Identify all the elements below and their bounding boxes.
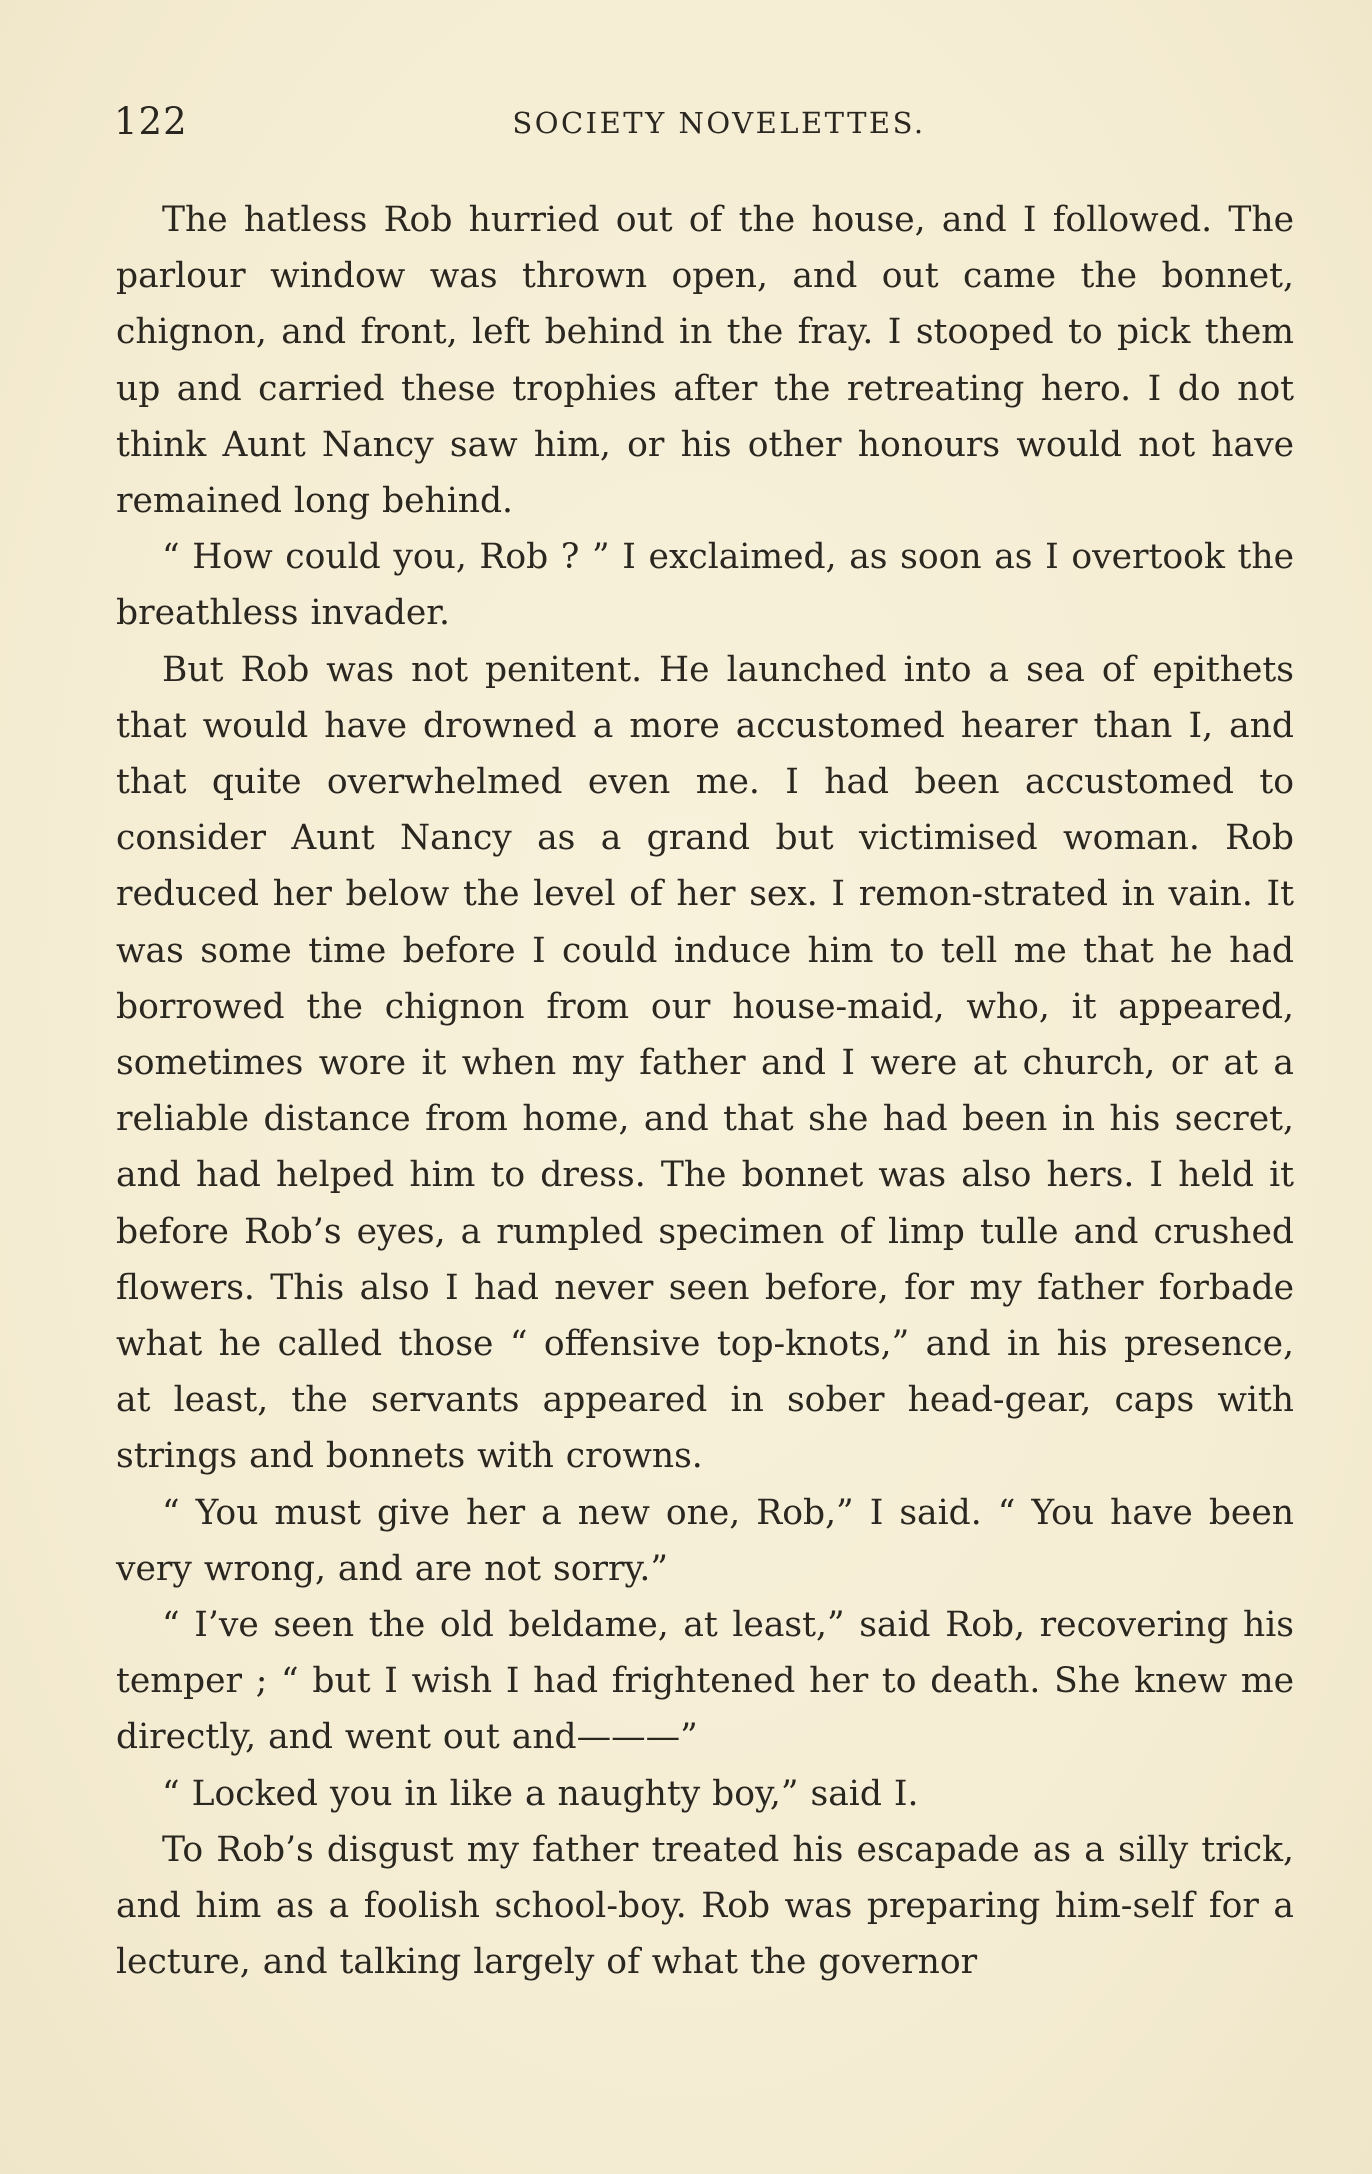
paragraph: The hatless Rob hurried out of the house, and I followed. The parlour window was thrown open, and out came the bonnet, chignon, and front, left behind in the fray. I stooped to pick them up and carried these trophies after the retreating hero. I do not think Aunt Nancy saw him, or his other honours would not have remained long behind.: [116, 200, 1294, 522]
page-number: 122: [114, 100, 188, 143]
paragraph: “ You must give her a new one, Rob,” I said. “ You have been very wrong, and are not sorry.”: [116, 1492, 1294, 1589]
paragraph: To Rob’s disgust my father treated his escapade as a silly trick, and him as a foolish school-boy. Rob was preparing him-self for a lecture, and talking largely of what the governor: [116, 1829, 1294, 1983]
paragraph: But Rob was not penitent. He launched into a sea of epithets that would have drowned a more accustomed hearer than I, and that quite overwhelmed even me. I had been accustomed to consider Aunt Nancy as a grand but victimised woman. Rob reduced her below the level of her sex. I remon-strated in vain. It was some time before I could induce him to tell me that he had borrowed the chignon from our house-maid, who, it appeared, sometimes wore it when my father and I were at church, or at a reliable distance from home, and that she had been in his secret, and had helped him to dress. The bonnet was also hers. I held it before Rob’s eyes, a rumpled specimen of limp tulle and crushed flowers. This also I had never seen before, for my father forbade what he called those “ offensive top-knots,” and in his presence, at least, the servants appeared in sober head-gear, caps with strings and bonnets with crowns.: [116, 649, 1294, 1477]
page-header: [114, 100, 1284, 160]
paragraph: “ Locked you in like a naughty boy,” said I.: [162, 1773, 919, 1814]
body-text: [116, 192, 1294, 1991]
paragraph: “ How could you, Rob ? ” I exclaimed, as soon as I overtook the breathless invader.: [116, 537, 1294, 634]
paragraph: “ I’ve seen the old beldame, at least,” said Rob, recovering his temper ; “ but I wish I had frightened her to death. She knew me directly, and went out and———”: [116, 1605, 1294, 1758]
running-head: SOCIETY NOVELETTES.: [512, 106, 926, 140]
